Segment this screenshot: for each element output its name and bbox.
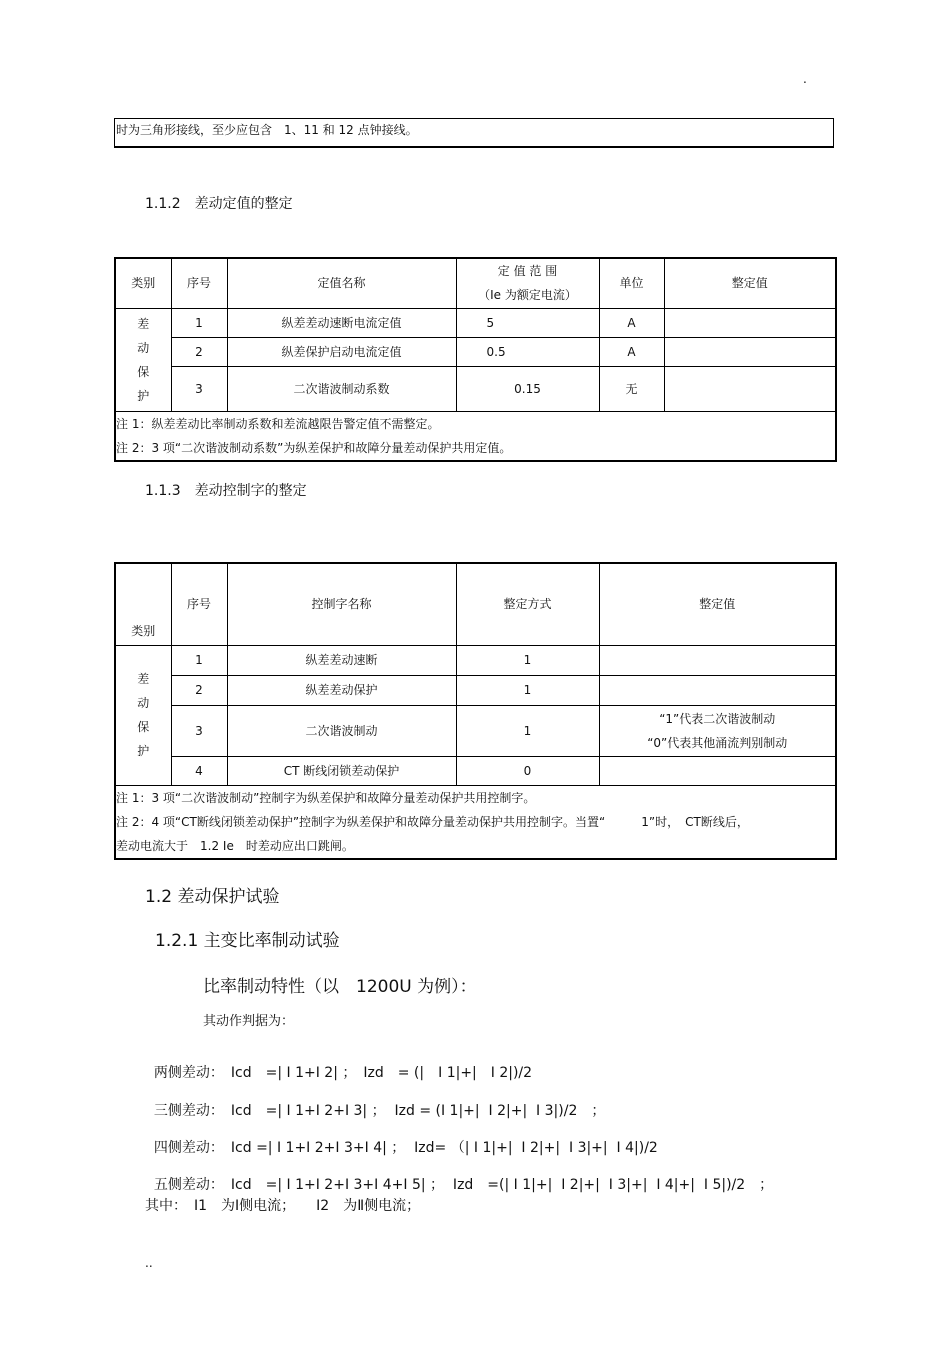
header-unit: 单位 (599, 258, 664, 308)
continued-note-text: 时为三角形接线，至少应包含 1、11 和 12 点钟接线。 (116, 123, 418, 137)
table-notes (115, 411, 836, 461)
header-range (456, 258, 599, 308)
criterion-intro: 其动作判据为： (203, 1014, 295, 1029)
category-char: 动 (137, 696, 150, 710)
row-setting-mode: 0 (456, 756, 599, 785)
header-category: 类别 (115, 563, 171, 645)
row-value (664, 308, 836, 337)
row-index: 2 (171, 675, 227, 705)
control-word-table (114, 562, 837, 860)
row-value (599, 645, 836, 675)
row-value-line2: “0”代表其他涌流判别制动 (647, 735, 788, 750)
note-line: 注 2：4 项“CT断线闭锁差动保护”控制字为纵差保护和故障分量差动保护共用控制字。当置“ 1”时， CT断线后， (116, 814, 749, 829)
category-char: 差 (137, 672, 150, 686)
note-line: 注 1：纵差差动比率制动系数和差流越限告警定值不需整定。 (116, 416, 440, 431)
header-category: 类别 (115, 258, 171, 308)
row-setting-name: 纵差保护启动电流定值 (227, 337, 456, 366)
table-row (115, 645, 836, 675)
row-index: 2 (171, 337, 227, 366)
formula-two-side (145, 1046, 532, 1082)
formula-expr: Icd =| I 1+I 2+I 3| ； Izd = (I 1|+| I 2|+| I 3|)/2 ； (230, 1103, 606, 1119)
page-dot-bottom: .. (145, 1256, 153, 1270)
section-heading-1-1-2: 1.1.2 差动定值的整定 (145, 196, 293, 212)
row-index: 3 (171, 705, 227, 756)
header-index: 序号 (171, 258, 227, 308)
row-index: 1 (171, 645, 227, 675)
header-range-line1: 定 值 范 围 (497, 264, 558, 279)
header-value: 整定值 (599, 563, 836, 645)
row-control-word-name: CT 断线闭锁差动保护 (227, 756, 456, 785)
header-index: 序号 (171, 563, 227, 645)
row-setting-name: 二次谐波制动系数 (227, 366, 456, 411)
row-value (599, 756, 836, 785)
row-range: 5 (456, 308, 599, 337)
row-range: 0.15 (456, 366, 599, 411)
header-setting-mode: 整定方式 (456, 563, 599, 645)
table-row (115, 675, 836, 705)
row-setting-mode: 1 (456, 645, 599, 675)
category-cell (115, 645, 171, 785)
row-value (599, 675, 836, 705)
setting-value-table (114, 257, 837, 462)
current-definition-line: 其中： I1 为Ⅰ侧电流； I2 为Ⅱ侧电流； (145, 1198, 421, 1214)
page-dot-top: . (803, 72, 807, 86)
continued-note-box (114, 118, 834, 148)
table-row (115, 337, 836, 366)
category-char: 保 (137, 364, 150, 379)
header-setting-name: 定值名称 (227, 258, 456, 308)
formula-five-side (145, 1158, 773, 1194)
category-char: 差 (137, 316, 150, 331)
row-value (664, 366, 836, 411)
formula-label: 三侧差动： (153, 1103, 217, 1119)
row-index: 3 (171, 366, 227, 411)
header-control-word-name: 控制字名称 (227, 563, 456, 645)
table-row (115, 308, 836, 337)
section-heading-1-2-1: 1.2.1 主变比率制动试验 (155, 931, 340, 951)
formula-label: 四侧差动： (153, 1140, 217, 1156)
formula-label: 五侧差动： (153, 1177, 217, 1193)
row-range: 0.5 (456, 337, 599, 366)
row-value (664, 337, 836, 366)
note-line: 差动电流大于 1.2 Ie 时差动应出口跳闸。 (116, 838, 354, 853)
formula-label: 两侧差动： (153, 1065, 217, 1081)
header-range-line2: （Ie 为额定电流） (478, 288, 577, 303)
table-row (115, 705, 836, 756)
characteristic-title: 比率制动特性（以 1200U 为例）： (203, 977, 477, 997)
row-value-line1: “1”代表二次谐波制动 (659, 711, 776, 726)
category-char: 护 (137, 388, 150, 403)
row-unit: A (599, 308, 664, 337)
row-control-word-name: 纵差差动保护 (227, 675, 456, 705)
category-char: 保 (137, 720, 150, 734)
formula-expr: Icd =| I 1+I 2+I 3+I 4| ； Izd= （| I 1|+| I 2|+| I 3|+| I 4|)/2 (230, 1140, 658, 1156)
row-index: 4 (171, 756, 227, 785)
category-char: 护 (137, 744, 150, 758)
table-notes (115, 785, 836, 859)
table-row (115, 366, 836, 411)
section-heading-1-2: 1.2 差动保护试验 (145, 887, 280, 907)
note-line: 注 2：3 项“二次谐波制动系数”为纵差保护和故障分量差动保护共用定值。 (116, 440, 512, 455)
row-control-word-name: 纵差差动速断 (227, 645, 456, 675)
formula-expr: Icd =| I 1+I 2+I 3+I 4+I 5| ； Izd =(| I 1|+| I 2|+| I 3|+| I 4|+| I 5|)/2 ； (230, 1177, 774, 1193)
row-setting-mode: 1 (456, 675, 599, 705)
row-control-word-name: 二次谐波制动 (227, 705, 456, 756)
row-unit: A (599, 337, 664, 366)
formula-three-side (145, 1084, 605, 1120)
row-setting-mode: 1 (456, 705, 599, 756)
section-heading-1-1-3: 1.1.3 差动控制字的整定 (145, 483, 307, 499)
header-value: 整定值 (664, 258, 836, 308)
row-value (599, 705, 836, 756)
category-cell (115, 308, 171, 411)
formula-four-side (145, 1121, 658, 1157)
row-setting-name: 纵差差动速断电流定值 (227, 308, 456, 337)
category-char: 动 (137, 340, 150, 355)
note-line: 注 1：3 项“二次谐波制动”控制字为纵差保护和故障分量差动保护共用控制字。 (116, 790, 536, 805)
table-row (115, 756, 836, 785)
formula-expr: Icd =| I 1+I 2| ； Izd = (| I 1|+| I 2|)/2 (230, 1065, 533, 1081)
row-index: 1 (171, 308, 227, 337)
row-unit: 无 (599, 366, 664, 411)
